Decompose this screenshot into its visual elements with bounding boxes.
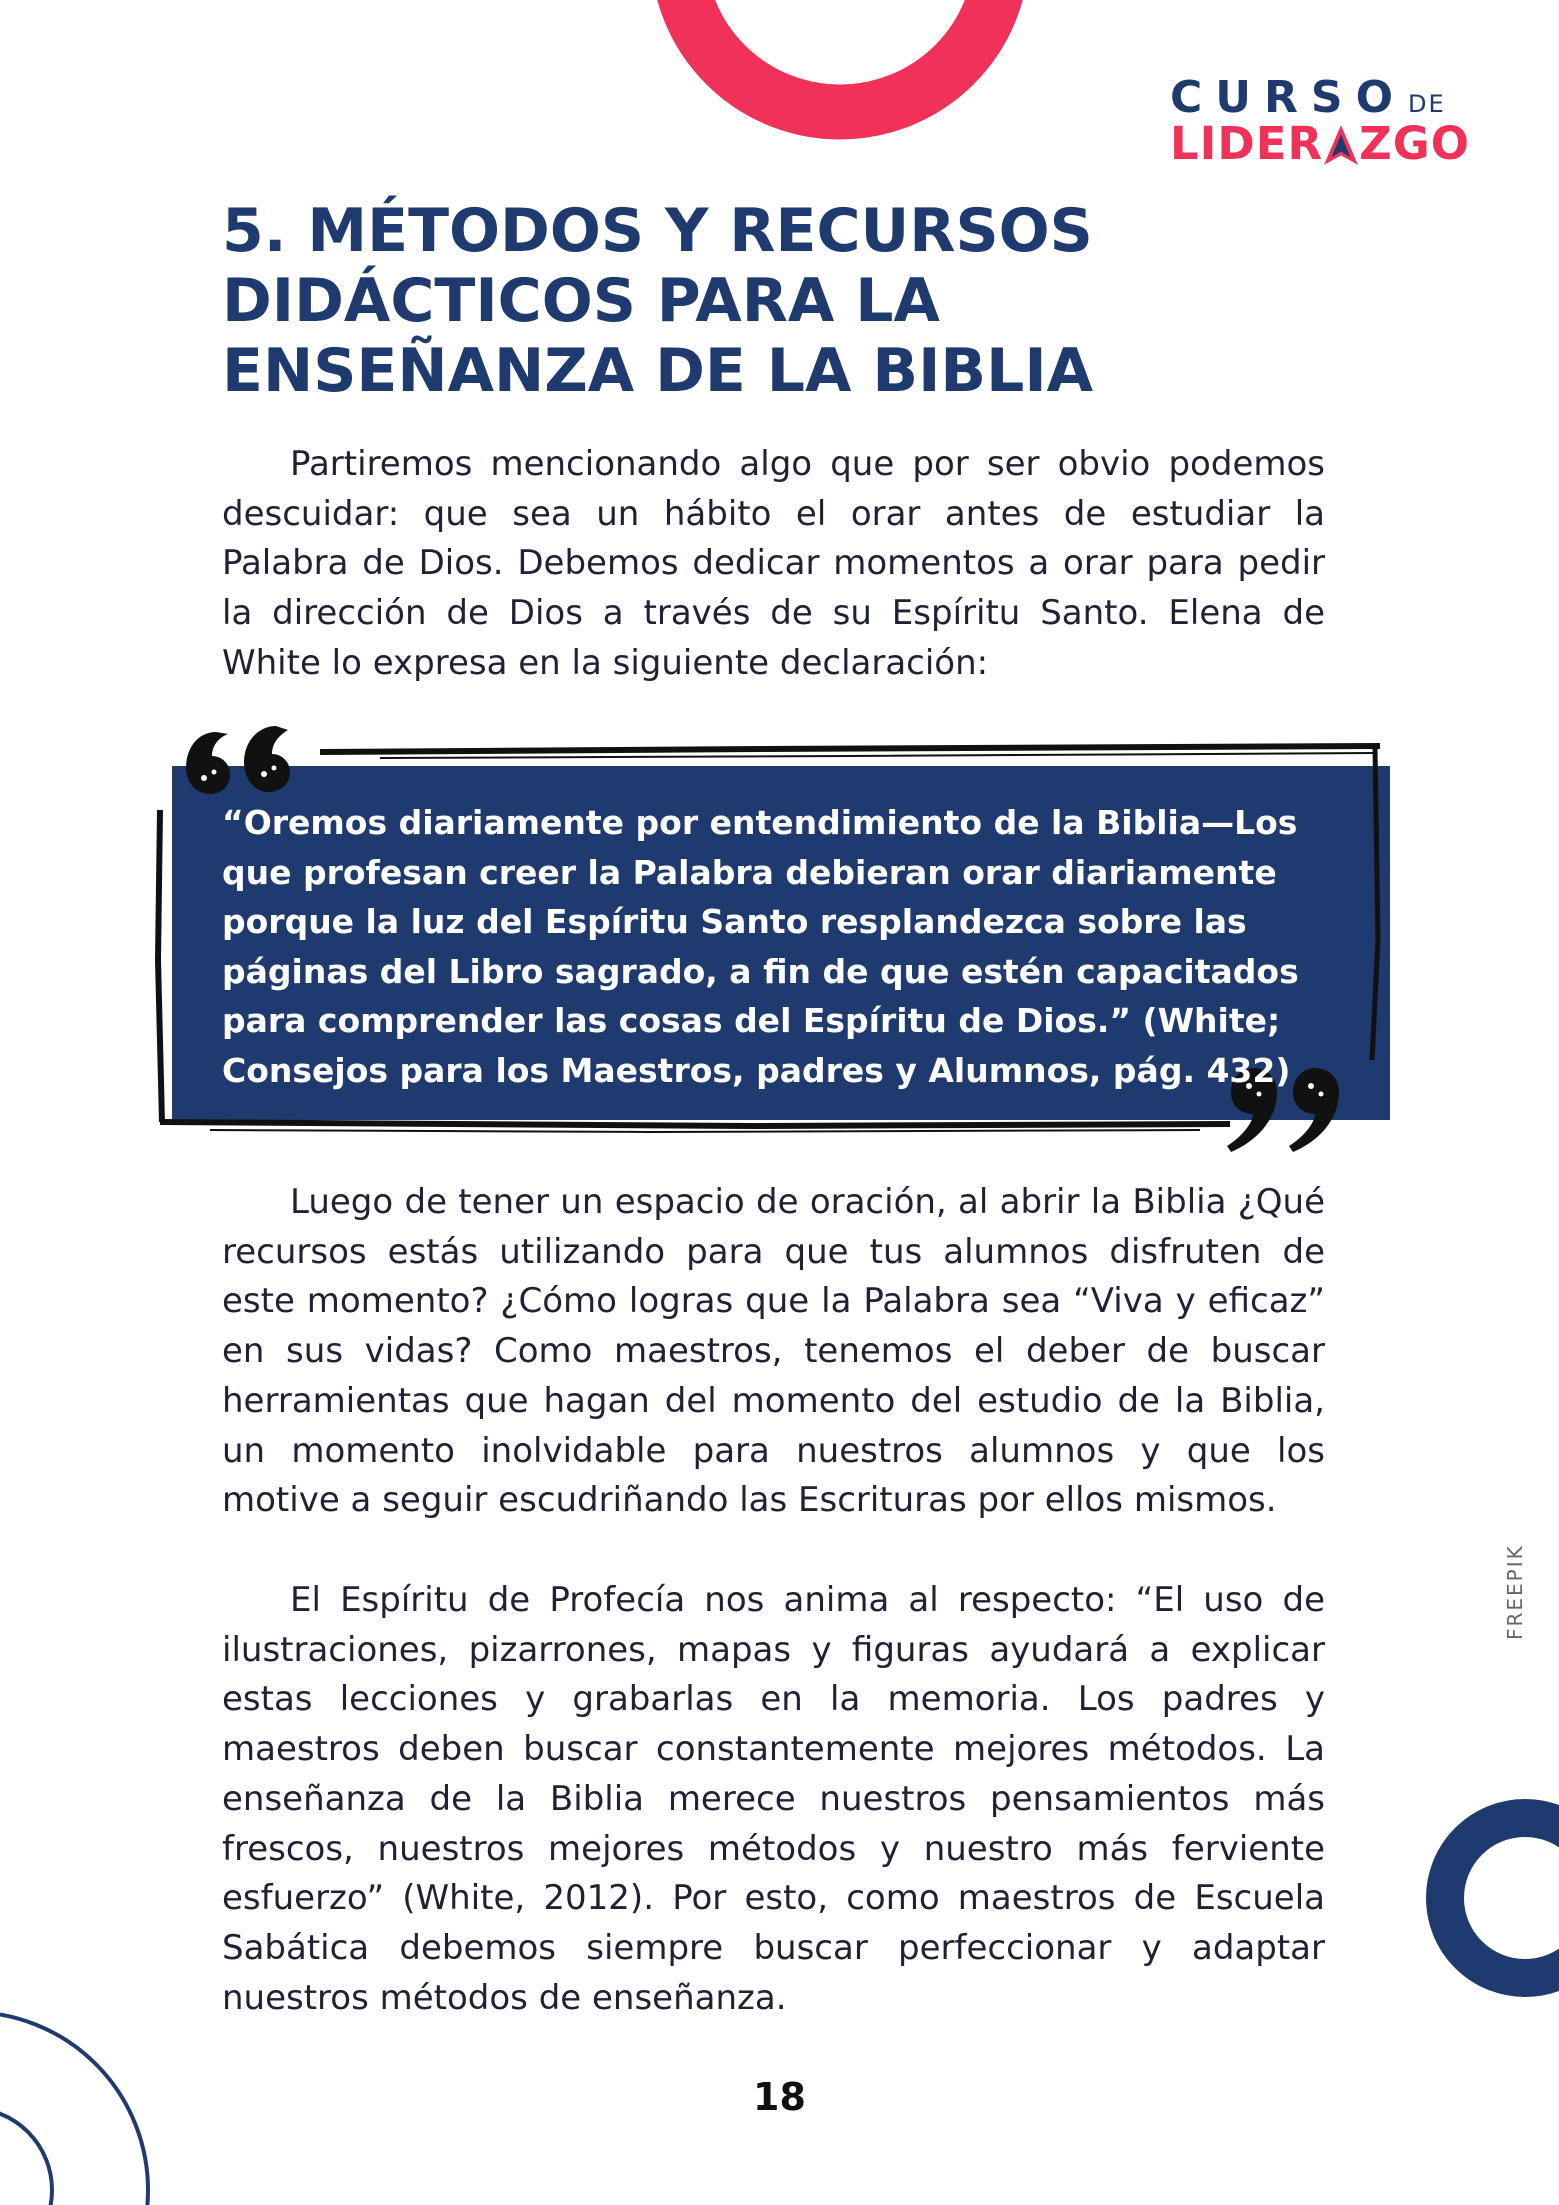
- section-title: 5. MÉTODOS Y RECURSOS DIDÁCTICOS PARA LA ENSEÑANZA DE LA BIBLIA: [222, 196, 1094, 406]
- logo-arrow-icon: [1324, 124, 1358, 166]
- open-quote-icon: [178, 712, 298, 802]
- logo-de: DE: [1408, 90, 1446, 118]
- body-paragraph-1: Luego de tener un espacio de oración, al abrir la Biblia ¿Qué recursos estás utilizando para que tus alumnos disfruten de este momento? ¿Cómo logras que la Palabra sea “Viva y eficaz” en sus vidas? Como maestros, tenemos el deber de buscar herramientas que hagan del momento del estudio de la Biblia, un momento inolvidable para nuestros alumnos y que los motive a seguir escudriñando las Escrituras por ellos mismos.: [222, 1182, 1325, 1521]
- right-navy-ring: [1390, 1790, 1559, 2030]
- logo-lider: LIDER: [1170, 117, 1324, 170]
- page-number: 18: [753, 2075, 806, 2119]
- quote-text: “Oremos diariamente por entendimiento de la Biblia—Los que profesan creer la Palabra debieran orar diariamente porque la luz del Espíritu Santo resplandezca sobre las páginas del Libro sagrado, a fin de que estén capacitados para comprender las cosas del Espíritu de Dios.” (White; Consejos para los Maestros, padres y Alumnos, pág. 432): [222, 803, 1299, 1090]
- image-credit: FREEPIK: [1503, 1544, 1527, 1640]
- logo-curso: CURSO: [1170, 72, 1406, 123]
- brand-logo: [1170, 72, 1470, 170]
- intro-paragraph: Partiremos mencionando algo que por ser obvio podemos descuidar: que sea un hábito el orar antes de estudiar la Palabra de Dios. Debemos dedicar momentos a orar para pedir la dirección de Dios a través de su Espíritu Santo. Elena de White lo expresa en la siguiente declaración:: [222, 444, 1325, 683]
- body-paragraph-2: El Espíritu de Profecía nos anima al respecto: “El uso de ilustraciones, pizarrones, mapas y figuras ayudará a explicar estas lecciones y grabarlas en la memoria. Los padres y maestros deben buscar constantemente mejores métodos. La enseñanza de la Biblia merece nuestros pensamientos más frescos, nuestros mejores métodos y nuestro más ferviente esfuerzo” (White, 2012). Por esto, como maestros de Escuela Sabática debemos siempre buscar perfeccionar y adaptar nuestros métodos de enseñanza.: [222, 1580, 1325, 2018]
- logo-zgo: ZGO: [1359, 117, 1470, 170]
